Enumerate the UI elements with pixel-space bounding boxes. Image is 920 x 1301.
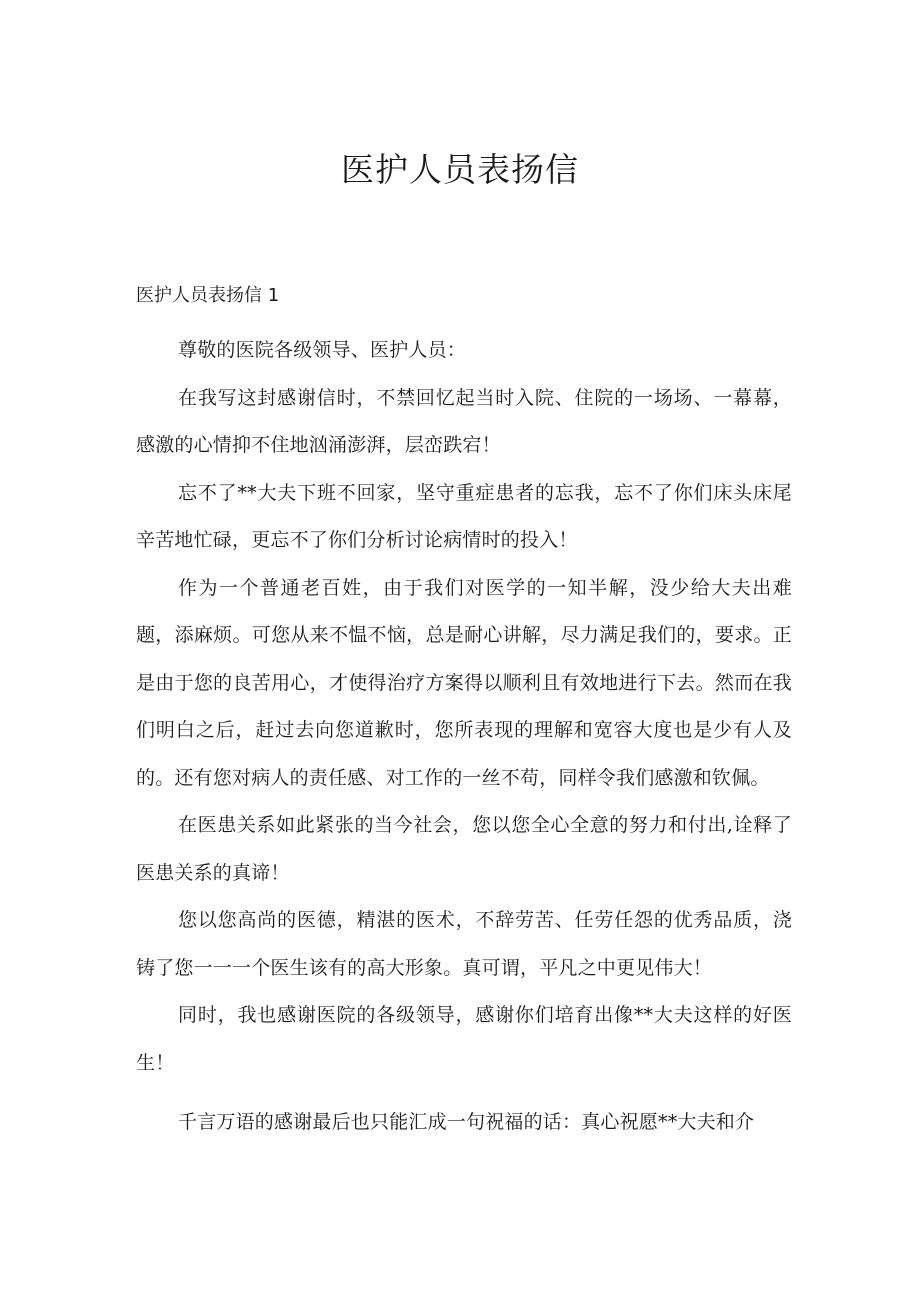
letter-paragraph: 在我写这封感谢信时，不禁回忆起当时入院、住院的一场场、一幕幕，感激的心情抑不住地汹涌澎湃，层峦跌宕！ [136,386,792,456]
letter-paragraph: 千言万语的感谢最后也只能汇成一句祝福的话：真心祝愿**大夫和介 [178,1111,755,1133]
document-title: 医护人员表扬信 [341,150,579,189]
letter-paragraph: 同时，我也感谢医院的各级领导，感谢你们培育出像**大夫这样的好医生！ [136,1004,792,1074]
letter-paragraph: 您以您高尚的医德，精湛的医术，不辞劳苦、任劳任怨的优秀品质，浇铸了您一一一个医生该有的高大形象。真可谓，平凡之中更见伟大！ [136,909,792,979]
letter-paragraph: 在医患关系如此紧张的当今社会，您以您全心全意的努力和付出,诠释了医患关系的真谛！ [136,814,792,884]
letter-body [136,327,792,1147]
letter-paragraph: 作为一个普通老百姓，由于我们对医学的一知半解，没少给大夫出难题，添麻烦。可您从来不愠不恼，总是耐心讲解，尽力满足我们的，要求。正是由于您的良苦用心，才使得治疗方案得以顺利且有效地进行下去。然而在我们明白之后，赶过去向您道歉时，您所表现的理解和宽容大度也是少有人及的。还有您对病人的责任感、对工作的一丝不苟，同样令我们感激和钦佩。 [136,576,792,789]
letter-paragraph: 忘不了**大夫下班不回家，坚守重症患者的忘我，忘不了你们床头床尾辛苦地忙碌，更忘不了你们分析讨论病情时的投入！ [136,481,792,551]
document-subtitle: 医护人员表扬信 1 [136,285,280,306]
letter-salutation: 尊敬的医院各级领导、医护人员： [178,339,467,361]
